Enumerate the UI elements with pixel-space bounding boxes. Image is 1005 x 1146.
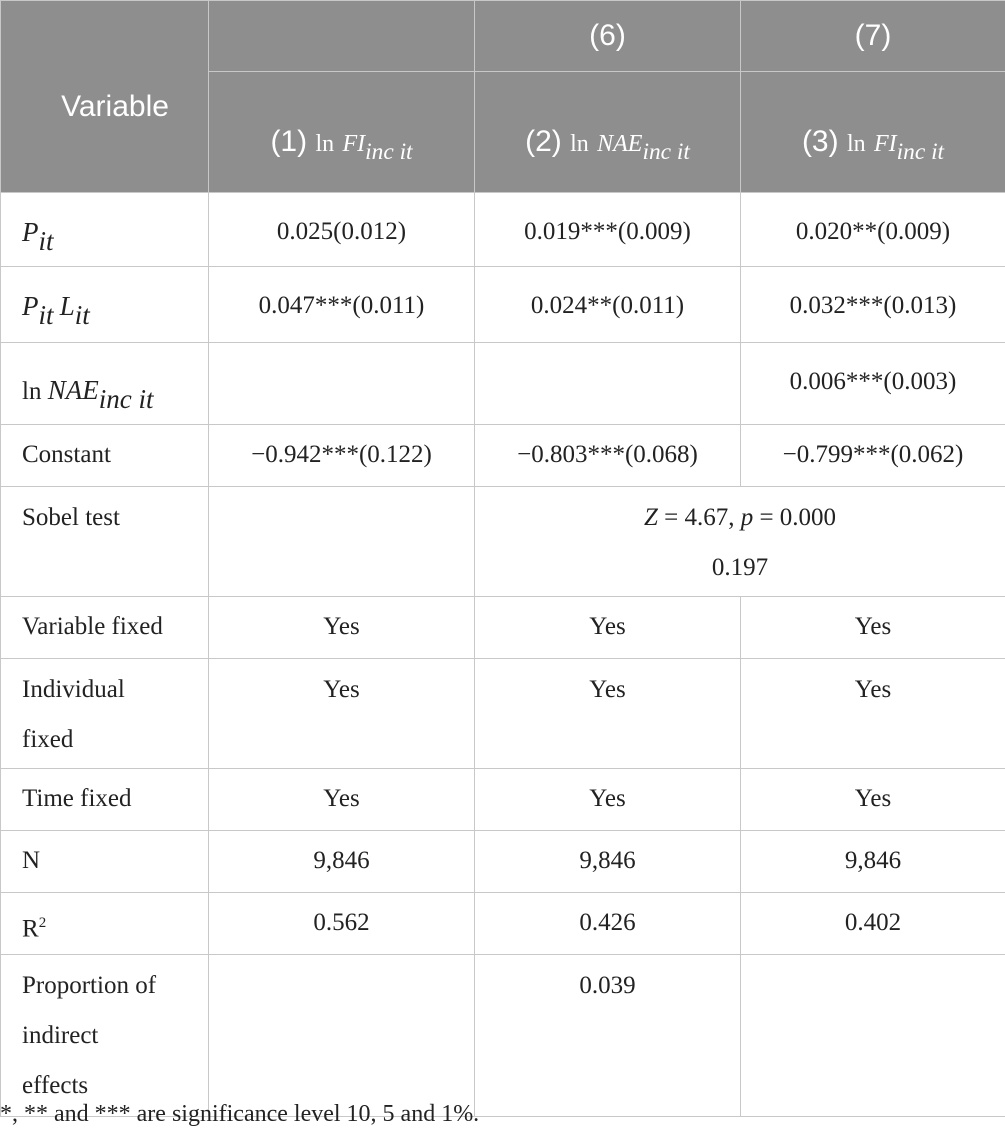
row-individual-fixed-col3: Yes <box>741 659 1005 769</box>
sobel-z-line <box>475 493 1005 543</box>
row-constant-col3: −0.799***(0.062) <box>741 425 1005 487</box>
row-pl-col2: 0.024**(0.011) <box>475 267 741 343</box>
row-individual-fixed-line1: Individual <box>22 676 125 703</box>
row-pl-sub-l: it <box>74 300 90 331</box>
row-proportion-col2: 0.039 <box>475 955 741 1117</box>
header-col-1-ln: ln <box>315 131 335 157</box>
table-row-r2 <box>1 893 1005 955</box>
row-pl-label <box>1 267 209 343</box>
row-p-col3: 0.020**(0.009) <box>741 193 1005 267</box>
table-row-ln-nae <box>1 343 1005 425</box>
row-variable-fixed-col3: Yes <box>741 597 1005 659</box>
row-constant-label: Constant <box>1 425 209 487</box>
row-ln-nae-sym: NAE <box>47 375 99 405</box>
row-pl-col1: 0.047***(0.011) <box>209 267 475 343</box>
row-time-fixed-col2: Yes <box>475 769 741 831</box>
row-n-col2: 9,846 <box>475 831 741 893</box>
row-time-fixed-col1: Yes <box>209 769 475 831</box>
header-col-3-sub-it: it <box>931 139 945 166</box>
sobel-z-sym: Z <box>643 504 658 531</box>
table-row-time-fixed <box>1 769 1005 831</box>
header-col-3 <box>741 72 1005 193</box>
row-p-sub: it <box>38 226 54 257</box>
row-ln-nae-col3: 0.006***(0.003) <box>741 343 1005 425</box>
row-individual-fixed-label <box>1 659 209 769</box>
row-p-col1: 0.025(0.012) <box>209 193 475 267</box>
sobel-p-sym: p <box>740 504 754 531</box>
header-col-1-sub-inc: inc <box>365 139 394 166</box>
row-sobel-col1 <box>209 487 475 597</box>
header-group-empty <box>209 1 475 72</box>
header-group-6: (6) <box>475 1 741 72</box>
row-ln-nae-sub: inc it <box>98 384 154 415</box>
row-variable-fixed-label: Variable fixed <box>1 597 209 659</box>
row-ln-nae-col2 <box>475 343 741 425</box>
row-proportion-line1: Proportion of <box>22 972 157 1000</box>
row-ln-nae-col1 <box>209 343 475 425</box>
row-p-sym: P <box>22 217 39 247</box>
row-individual-fixed-col2: Yes <box>475 659 741 769</box>
row-proportion-line3: effects <box>22 1072 89 1100</box>
row-ln-nae-ln: ln <box>22 378 42 405</box>
header-col-1-num: (1) <box>270 125 308 158</box>
row-r2-sup: 2 <box>38 915 47 931</box>
row-ln-nae-label <box>1 343 209 425</box>
row-r2-col1: 0.562 <box>209 893 475 955</box>
header-col-2-num: (2) <box>525 125 562 158</box>
sobel-second-line: 0.197 <box>711 554 769 581</box>
row-r2-label-text: R <box>22 915 39 943</box>
row-variable-fixed-col2: Yes <box>475 597 741 659</box>
header-group-7: (7) <box>741 1 1005 72</box>
row-sobel-label: Sobel test <box>1 487 209 597</box>
row-p-label <box>1 193 209 267</box>
row-proportion-col1 <box>209 955 475 1117</box>
row-r2-col2: 0.426 <box>475 893 741 955</box>
sobel-z-value: = 4.67, <box>657 504 741 531</box>
row-proportion-col3 <box>741 955 1005 1117</box>
row-n-col3: 9,846 <box>741 831 1005 893</box>
row-time-fixed-col3: Yes <box>741 769 1005 831</box>
row-n-label: N <box>1 831 209 893</box>
row-constant-col1: −0.942***(0.122) <box>209 425 475 487</box>
table-row-pl <box>1 267 1005 343</box>
header-col-3-ln: ln <box>846 131 866 157</box>
row-sobel-values <box>475 487 1005 597</box>
row-variable-fixed-col1: Yes <box>209 597 475 659</box>
row-pl-col3: 0.032***(0.013) <box>741 267 1005 343</box>
header-col-1 <box>209 72 475 193</box>
table-row-individual-fixed <box>1 659 1005 769</box>
table-row-constant <box>1 425 1005 487</box>
header-variable: Variable <box>1 1 209 193</box>
header-col-2-ln: ln <box>570 131 589 157</box>
table-row-sobel <box>1 487 1005 597</box>
header-col-2-var: NAE <box>597 131 643 157</box>
header-col-1-var: FI <box>342 131 366 157</box>
header-col-3-sub-inc: inc <box>896 139 926 166</box>
header-col-2-sub-it: it <box>676 139 690 166</box>
row-proportion-label <box>1 955 209 1117</box>
row-pl-sym-p: P <box>22 291 39 321</box>
header-col-2 <box>475 72 741 193</box>
header-col-3-var: FI <box>873 131 897 157</box>
row-r2-col3: 0.402 <box>741 893 1005 955</box>
table-row-p <box>1 193 1005 267</box>
table-footnote: *, ** and *** are significance level 10, 5 and 1%. <box>0 1101 480 1127</box>
row-individual-fixed-col1: Yes <box>209 659 475 769</box>
row-individual-fixed-line2: fixed <box>22 726 74 753</box>
row-r2-label <box>1 893 209 955</box>
row-n-col1: 9,846 <box>209 831 475 893</box>
sobel-p-value: = 0.000 <box>753 504 837 531</box>
row-constant-col2: −0.803***(0.068) <box>475 425 741 487</box>
table-row-proportion <box>1 955 1005 1117</box>
row-proportion-line2: indirect <box>22 1022 99 1050</box>
row-pl-sym-l: L <box>59 291 75 321</box>
header-col-3-num: (3) <box>801 125 839 158</box>
row-p-col2: 0.019***(0.009) <box>475 193 741 267</box>
table-row-n <box>1 831 1005 893</box>
header-col-2-sub-inc: inc <box>642 139 672 166</box>
row-pl-sub-p: it <box>38 300 54 331</box>
table-header <box>1 1 1005 193</box>
row-time-fixed-label: Time fixed <box>1 769 209 831</box>
header-col-1-sub-it: it <box>399 139 413 166</box>
table-row-variable-fixed <box>1 597 1005 659</box>
